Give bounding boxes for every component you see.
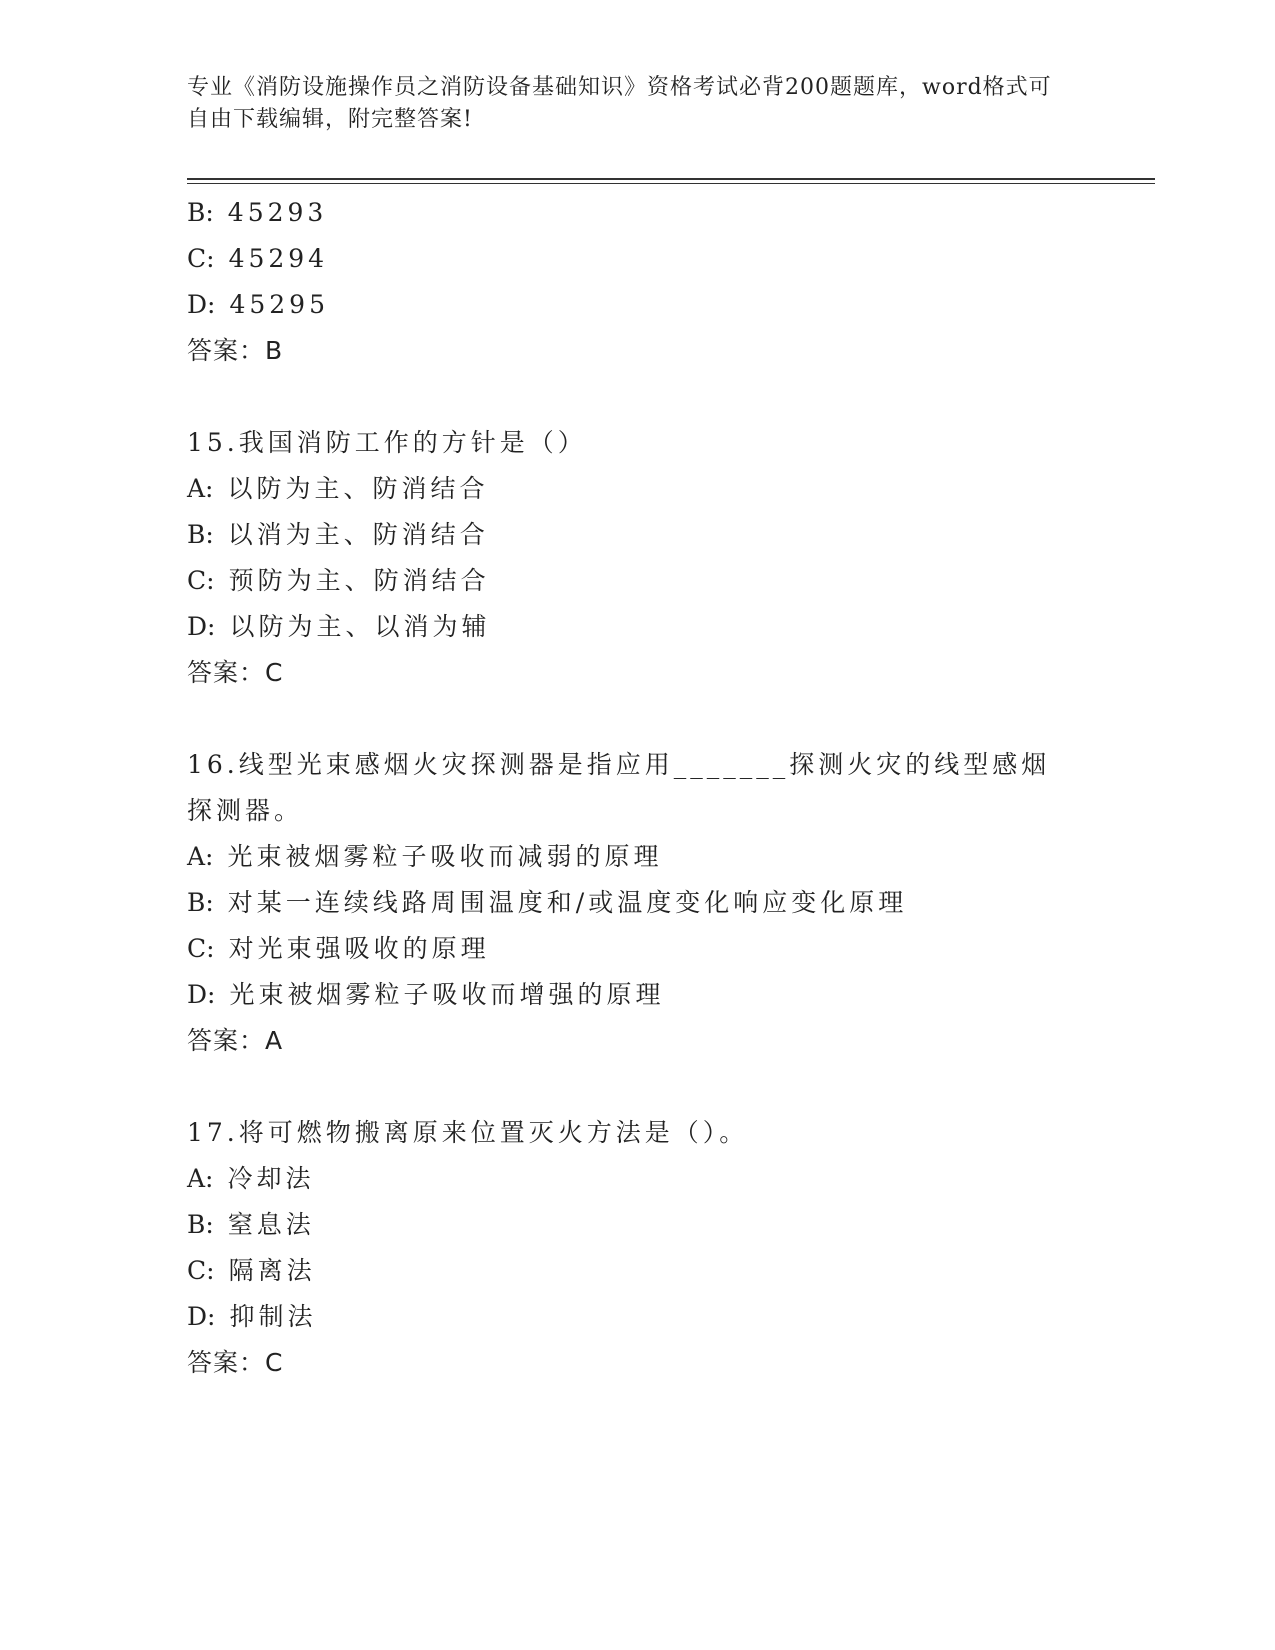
option-c bbox=[187, 1248, 1067, 1294]
option-text: 以防为主、防消结合 bbox=[227, 474, 489, 503]
partial-question bbox=[187, 190, 1067, 374]
option-text: 光束被烟雾粒子吸收而增强的原理 bbox=[229, 980, 665, 1009]
option-text: 以防为主、以消为辅 bbox=[229, 612, 491, 641]
option-label: D: bbox=[187, 980, 216, 1009]
option-text: 光束被烟雾粒子吸收而减弱的原理 bbox=[227, 842, 663, 871]
option-label: B: bbox=[187, 888, 214, 917]
option-text: 冷却法 bbox=[227, 1164, 315, 1193]
question-15 bbox=[187, 420, 1067, 696]
question-16 bbox=[187, 742, 1067, 1064]
option-text: 窒息法 bbox=[227, 1210, 315, 1239]
option-label: C: bbox=[187, 934, 215, 963]
option-text: 45293 bbox=[227, 198, 328, 227]
option-label: D: bbox=[187, 1302, 216, 1331]
option-text: 抑制法 bbox=[229, 1302, 317, 1331]
option-label: C: bbox=[187, 566, 215, 595]
answer-line: 答案：B bbox=[187, 336, 284, 365]
option-text: 预防为主、防消结合 bbox=[228, 566, 490, 595]
question-list bbox=[187, 190, 1067, 1386]
option-a bbox=[187, 834, 1067, 880]
option-d bbox=[187, 604, 1067, 650]
header-rule-thin bbox=[187, 183, 1155, 184]
option-label: A: bbox=[187, 1164, 214, 1193]
option-d bbox=[187, 1294, 1067, 1340]
option-text: 对光束强吸收的原理 bbox=[228, 934, 490, 963]
answer-line: 答案：C bbox=[187, 658, 284, 687]
option-text: 对某一连续线路周围温度和/或温度变化响应变化原理 bbox=[227, 888, 908, 917]
option-label: C: bbox=[187, 244, 215, 273]
option-b bbox=[187, 1202, 1067, 1248]
option-label: B: bbox=[187, 1210, 214, 1239]
question-stem: 17.将可燃物搬离原来位置灭火方法是（）。 bbox=[187, 1118, 749, 1147]
option-c bbox=[187, 558, 1067, 604]
option-c bbox=[187, 926, 1067, 972]
option-b bbox=[187, 512, 1067, 558]
option-c bbox=[187, 236, 1067, 282]
option-a bbox=[187, 466, 1067, 512]
answer-line: 答案：C bbox=[187, 1348, 284, 1377]
option-label: C: bbox=[187, 1256, 215, 1285]
option-label: B: bbox=[187, 198, 214, 227]
page-header: 专业《消防设施操作员之消防设备基础知识》资格考试必背200题题库，word格式可自由下载编辑，附完整答案! bbox=[187, 75, 1052, 132]
question-stem: 16.线型光束感烟火灾探测器是指应用_______探测火灾的线型感烟探测器。 bbox=[187, 750, 1051, 825]
option-label: A: bbox=[187, 474, 214, 503]
option-text: 隔离法 bbox=[228, 1256, 316, 1285]
option-label: D: bbox=[187, 612, 216, 641]
option-d bbox=[187, 282, 1067, 328]
option-b bbox=[187, 880, 1067, 926]
question-17 bbox=[187, 1110, 1067, 1386]
option-a bbox=[187, 1156, 1067, 1202]
option-label: A: bbox=[187, 842, 214, 871]
question-stem: 15.我国消防工作的方针是（） bbox=[187, 428, 587, 457]
option-label: B: bbox=[187, 520, 214, 549]
option-text: 以消为主、防消结合 bbox=[227, 520, 489, 549]
option-label: D: bbox=[187, 290, 216, 319]
option-text: 45295 bbox=[229, 290, 329, 319]
option-text: 45294 bbox=[228, 244, 329, 273]
header-rule-thick bbox=[187, 178, 1155, 180]
answer-line: 答案：A bbox=[187, 1026, 284, 1055]
option-b bbox=[187, 190, 1067, 236]
option-d bbox=[187, 972, 1067, 1018]
